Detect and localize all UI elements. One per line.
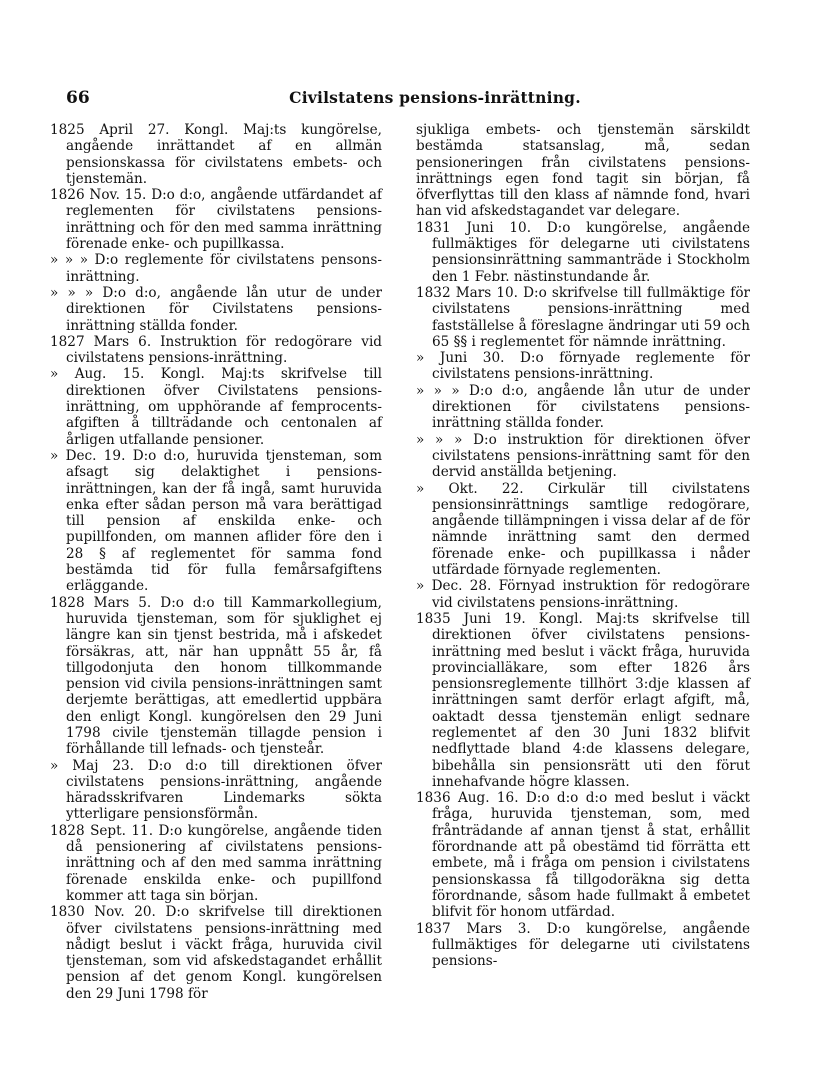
entry: 1837 Mars 3. D:o kungörelse, angående fullmäktiges för delegarne uti civilstatens pensions- bbox=[416, 920, 750, 970]
entry: » Maj 23. D:o d:o till direktionen öfver civilstatens pensions-inrättning, angående häradsskrifvaren Lindemarks sökta ytterligare pensionsförmån. bbox=[50, 757, 382, 823]
entry: » » » D:o instruktion för direktionen öfver civilstatens pensions-inrättning samt för den dervid anställda betjening. bbox=[416, 431, 750, 481]
left-column bbox=[50, 122, 382, 1002]
entry: 1830 Nov. 20. D:o skrifvelse till direktionen öfver civilstatens pensions-inrättning med nådigt beslut i väckt fråga, huruvida civil tjensteman, som vid afskedstagandet erhållit pension af det genom Kongl. kungörelsen den 29 Juni 1798 för bbox=[50, 904, 382, 1002]
entry-continuation: sjukliga embets- och tjenstemän särskildt bestämda statsanslag, må, sedan pensioneringen från civilstatens pensions-inrättnings egen fond tagit sin början, få öfverflyttas till den klass af nämnde fond, hvari han vid afskedstagandet var delegare. bbox=[416, 122, 750, 220]
entry: » Dec. 28. Förnyad instruktion för redogörare vid civilstatens pensions-inrättning. bbox=[416, 578, 750, 611]
entry: » Okt. 22. Cirkulär till civilstatens pensionsinrättnings samtlige redogörare, angående tillämpningen i vissa delar af de för nämnde inrättning samt den dermed förenade enke- och pupillkassa i nåder utfärdade förnyade reglementen. bbox=[416, 480, 750, 579]
entry: 1836 Aug. 16. D:o d:o d:o med beslut i väckt fråga, huruvida tjensteman, som, med frånträdande af annan tjenst å stat, erhållit förordnande att på obestämd tid förrätta ett embete, må i fråga om pension i civilstatens pensionskassa få tillgodoräkna sig detta förordnande, såsom hade fullmakt å embetet blifvit för honom utfärdad. bbox=[416, 790, 750, 921]
right-column bbox=[416, 122, 750, 969]
entry: 1826 Nov. 15. D:o d:o, angående utfärdandet af reglementen för civilstatens pensions-inrättning och för den med samma inrättning förenade enke- och pupillkassa. bbox=[50, 187, 382, 253]
running-title: Civilstatens pensions-inrättning. bbox=[289, 88, 581, 107]
entry: 1827 Mars 6. Instruktion för redogörare vid civilstatens pensions-inrättning. bbox=[50, 333, 382, 367]
entry: » » » D:o reglemente för civilstatens pensons-inrättning. bbox=[50, 252, 382, 285]
entry: » Juni 30. D:o förnyade reglemente för civilstatens pensions-inrättning. bbox=[416, 350, 750, 383]
entry: 1825 April 27. Kongl. Maj:ts kungörelse, angående inrättandet af en allmän pensionskassa för civilstatens embets- och tjenstemän. bbox=[50, 122, 382, 187]
entry: 1828 Sept. 11. D:o kungörelse, angående tiden då pensionering af civilstatens pensions-inrättning och af den med samma inrättning förenade enskilda enke- och pupillfond kommer att taga sin början. bbox=[50, 822, 382, 904]
page-number: 66 bbox=[66, 88, 90, 108]
entry: 1831 Juni 10. D:o kungörelse, angående fullmäktiges för delegarne uti civilstatens pensionsinrättning sammanträde i Stockholm den 1 Febr. nästinstundande år. bbox=[416, 219, 750, 285]
entry: 1828 Mars 5. D:o d:o till Kammarkollegium, huruvida tjensteman, som för sjuklighet ej längre kan sin tjenst bestrida, må i afskedet försäkras, att, när han uppnått 55 år, få tillgodonjuta den honom tillkommande pension vid civila pensions-inrättningen samt derjemte berättigas, att emedlertid uppbära den enligt Kongl. kungörelsen den 29 Juni 1798 civile tjenstemän tillagde pension i förhållande till lefnads- och tjensteår. bbox=[50, 594, 382, 758]
entry: 1835 Juni 19. Kongl. Maj:ts skrifvelse till direktionen öfver civilstatens pensions-inrättning med beslut i väckt fråga, huruvida provincialläkare, som efter 1826 års pensionsreglemente tillhört 3:dje klassen af inrättningen samt derför erlagt afgift, må, oaktadt dessa tjenstemän enligt sednare reglementet af den 30 Juni 1832 blifvit nedflyttade bland 4:de klassens delegare, bibehålla sin pensionsrätt uti den förut innehafvande högre klassen. bbox=[416, 610, 750, 790]
entry: » Dec. 19. D:o d:o, huruvida tjensteman, som afsagt sig delaktighet i pensions-inrättningen, kan der få ingå, samt huruvida enka efter sådan person må vara berättigad till pension af enskilda enke- och pupillfonden, om mannen aflider före den i 28 § af reglementet för samma fond bestämda tid för fulla femårsafgiftens erläggande. bbox=[50, 447, 382, 595]
entry: 1832 Mars 10. D:o skrifvelse till fullmäktige för civilstatens pensions-inrättning med fastställelse å föreslagne ändringar uti 59 och 65 §§ i reglementet för nämnde inrättning. bbox=[416, 284, 750, 350]
entry: » Aug. 15. Kongl. Maj:ts skrifvelse till direktionen öfver Civilstatens pensions-inrättning, om upphörande af femprocents-afgiften å tillträdande och centonalen af årligen utfallande pensioner. bbox=[50, 366, 382, 448]
entry: » » » D:o d:o, angående lån utur de under direktionen för Civilstatens pensions-inrättning ställda fonder. bbox=[50, 284, 382, 334]
entry: » » » D:o d:o, angående lån utur de under direktionen för civilstatens pensions-inrättning ställda fonder. bbox=[416, 382, 750, 432]
